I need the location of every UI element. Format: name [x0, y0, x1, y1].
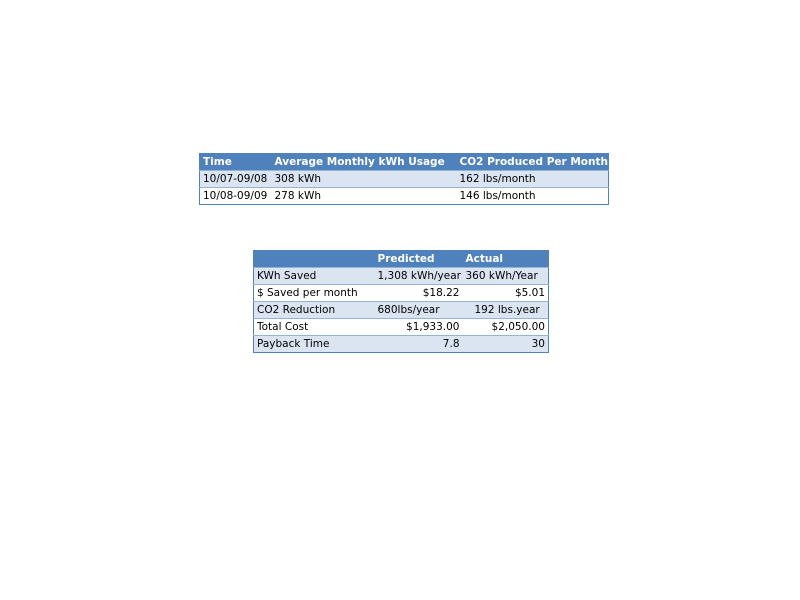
usage-cell-time: 10/08-09/09	[200, 188, 272, 205]
savings-cell-actual: $2,050.00	[463, 319, 549, 336]
table-row	[200, 171, 609, 188]
table-row	[200, 188, 609, 205]
usage-cell-time: 10/07-09/08	[200, 171, 272, 188]
savings-cell-label: CO2 Reduction	[254, 302, 375, 319]
savings-cell-actual: 192 lbs.year	[463, 302, 549, 319]
savings-cell-actual: $5.01	[463, 285, 549, 302]
savings-header-predicted: Predicted	[375, 251, 463, 268]
table-row	[254, 319, 549, 336]
savings-header-actual: Actual	[463, 251, 549, 268]
savings-cell-predicted: 1,308 kWh/year	[375, 268, 463, 285]
savings-header-row	[254, 251, 549, 268]
usage-cell-co2: 146 lbs/month	[457, 188, 609, 205]
usage-cell-kwh: 278 kWh	[272, 188, 457, 205]
savings-cell-predicted: 680lbs/year	[375, 302, 463, 319]
savings-cell-actual: 30	[463, 336, 549, 353]
table-row	[254, 285, 549, 302]
usage-header-co2: CO2 Produced Per Month	[457, 154, 609, 171]
usage-header-row	[200, 154, 609, 171]
table-row	[254, 268, 549, 285]
savings-cell-label: $ Saved per month	[254, 285, 375, 302]
savings-cell-predicted: 7.8	[375, 336, 463, 353]
savings-cell-label: Payback Time	[254, 336, 375, 353]
savings-cell-actual: 360 kWh/Year	[463, 268, 549, 285]
savings-cell-label: Total Cost	[254, 319, 375, 336]
savings-cell-label: KWh Saved	[254, 268, 375, 285]
savings-cell-predicted: $18.22	[375, 285, 463, 302]
savings-table	[253, 250, 549, 353]
savings-header-label	[254, 251, 375, 268]
savings-cell-predicted: $1,933.00	[375, 319, 463, 336]
table-row	[254, 336, 549, 353]
usage-header-kwh: Average Monthly kWh Usage	[272, 154, 457, 171]
usage-header-time: Time	[200, 154, 272, 171]
usage-cell-co2: 162 lbs/month	[457, 171, 609, 188]
usage-table	[199, 153, 609, 205]
usage-cell-kwh: 308 kWh	[272, 171, 457, 188]
table-row	[254, 302, 549, 319]
